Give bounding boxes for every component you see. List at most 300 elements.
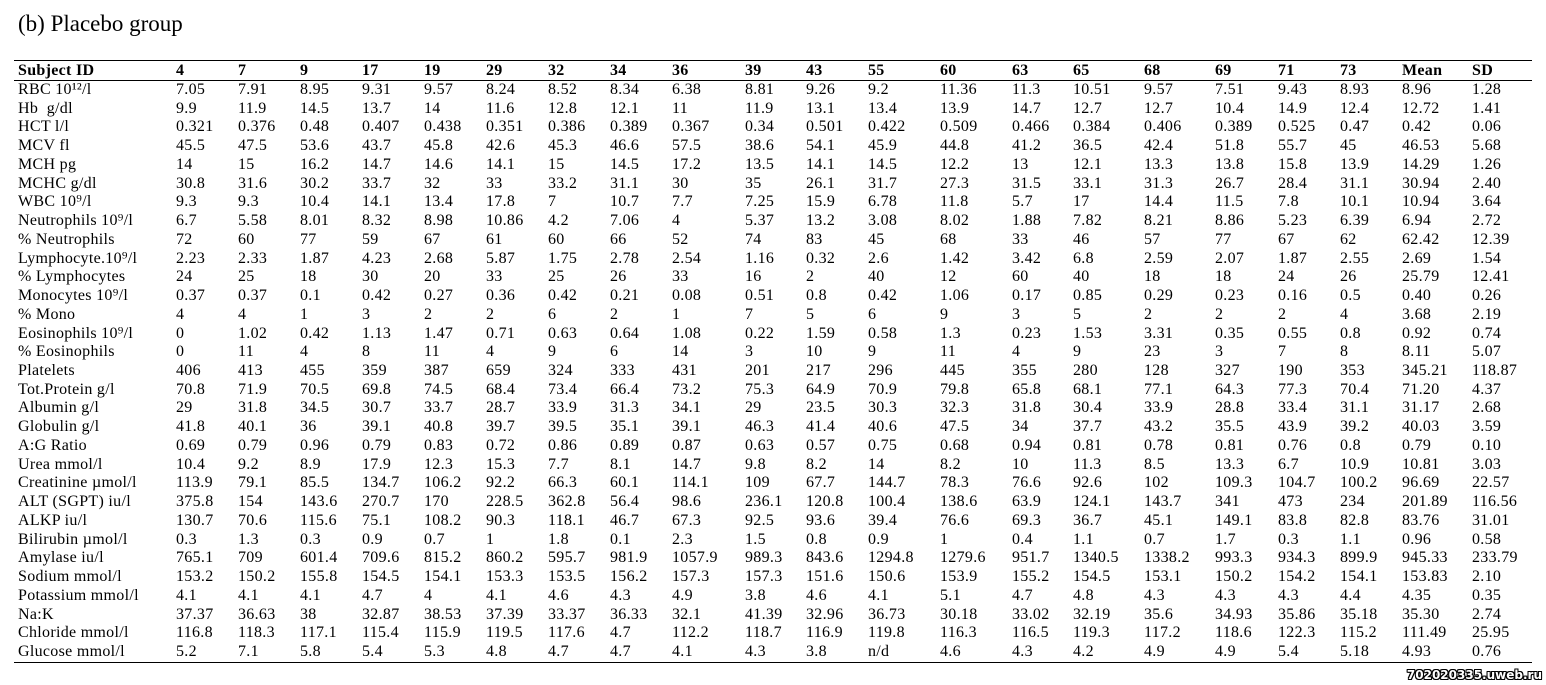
subject-value: 122.3 bbox=[1278, 624, 1316, 642]
subject-value: 11.3 bbox=[1073, 455, 1102, 473]
subject-value: 17.9 bbox=[362, 455, 392, 473]
subject-value: 375.8 bbox=[176, 493, 214, 511]
subject-value: 0.76 bbox=[1278, 436, 1308, 454]
sd-value: 5.07 bbox=[1472, 343, 1502, 361]
subject-value: 57 bbox=[1144, 230, 1161, 248]
subject-value: 51.8 bbox=[1215, 137, 1245, 155]
subject-value: 119.3 bbox=[1073, 624, 1110, 642]
subject-column-header: 9 bbox=[300, 62, 309, 79]
subject-value: 41.4 bbox=[806, 418, 836, 436]
subject-value: 217 bbox=[806, 362, 831, 380]
subject-value: 67.7 bbox=[806, 474, 836, 492]
mean-value: 8.11 bbox=[1402, 343, 1431, 361]
subject-value: 70.4 bbox=[1340, 380, 1370, 398]
subject-column-header: 36 bbox=[672, 62, 689, 79]
subject-value: 66.4 bbox=[610, 380, 640, 398]
subject-value: 77.1 bbox=[1144, 380, 1174, 398]
subject-value: 17.8 bbox=[486, 193, 516, 211]
subject-value: 30.7 bbox=[362, 399, 392, 417]
subject-value: 14.5 bbox=[610, 155, 640, 173]
row-label: Na:K bbox=[18, 605, 54, 623]
subject-value: 5.4 bbox=[362, 643, 383, 661]
subject-value: 4.1 bbox=[176, 586, 197, 604]
subject-value: 1.16 bbox=[745, 249, 775, 267]
subject-value: 10.9 bbox=[1340, 455, 1370, 473]
row-label: % Mono bbox=[18, 305, 76, 323]
subject-value: 0.389 bbox=[610, 118, 648, 136]
mean-column-header: Mean bbox=[1402, 62, 1443, 79]
subject-value: 0.89 bbox=[610, 436, 640, 454]
table-row bbox=[14, 606, 1532, 625]
subject-value: 8.2 bbox=[940, 455, 961, 473]
subject-column-header: 65 bbox=[1073, 62, 1090, 79]
subject-value: 9 bbox=[868, 343, 877, 361]
subject-value: 157.3 bbox=[745, 568, 783, 586]
mean-value: 10.81 bbox=[1402, 455, 1440, 473]
subject-value: 45.1 bbox=[1144, 511, 1174, 529]
subject-value: 64.9 bbox=[806, 380, 836, 398]
table-row bbox=[14, 268, 1532, 287]
table-row bbox=[14, 643, 1532, 662]
mean-value: 30.94 bbox=[1402, 174, 1440, 192]
subject-value: 13.9 bbox=[940, 99, 970, 117]
mean-value: 12.72 bbox=[1402, 99, 1440, 117]
subject-value: 32.96 bbox=[806, 605, 844, 623]
subject-value: 4.1 bbox=[238, 586, 259, 604]
subject-value: 8.2 bbox=[806, 455, 827, 473]
sd-value: 0.26 bbox=[1472, 287, 1502, 305]
table-body bbox=[14, 81, 1532, 662]
subject-value: 67 bbox=[1278, 230, 1295, 248]
subject-value: 36.5 bbox=[1073, 137, 1103, 155]
subject-value: 37.39 bbox=[486, 605, 524, 623]
subject-value: 100.2 bbox=[1340, 474, 1378, 492]
subject-value: 843.6 bbox=[806, 549, 844, 567]
subject-value: 0.5 bbox=[1340, 287, 1361, 305]
subject-value: 4.2 bbox=[548, 212, 569, 230]
subject-value: 29 bbox=[176, 399, 193, 417]
subject-value: 0.8 bbox=[1340, 436, 1361, 454]
subject-value: 11.36 bbox=[940, 81, 977, 98]
subject-value: 7 bbox=[1278, 343, 1287, 361]
subject-value: 31.8 bbox=[1012, 399, 1042, 417]
subject-value: 5 bbox=[1073, 305, 1082, 323]
row-label: Neutrophils 10⁹/l bbox=[18, 212, 134, 230]
subject-value: 32.3 bbox=[940, 399, 970, 417]
subject-value: 7.51 bbox=[1215, 81, 1245, 98]
subject-value: 20 bbox=[424, 268, 441, 286]
subject-value: 104.7 bbox=[1278, 474, 1316, 492]
subject-value: 120.8 bbox=[806, 493, 844, 511]
subject-column-header: 34 bbox=[610, 62, 627, 79]
placebo-group-table bbox=[14, 61, 1532, 662]
subject-value: 39.7 bbox=[486, 418, 516, 436]
table-row bbox=[14, 156, 1532, 175]
subject-value: 73.4 bbox=[548, 380, 578, 398]
subject-value: 10.4 bbox=[300, 193, 330, 211]
subject-value: 1.75 bbox=[548, 249, 578, 267]
subject-value: 31.3 bbox=[610, 399, 640, 417]
row-label: A:G Ratio bbox=[18, 436, 87, 454]
subject-value: 23.5 bbox=[806, 399, 836, 417]
subject-value: 0.58 bbox=[868, 324, 898, 342]
subject-value: 9.3 bbox=[176, 193, 197, 211]
table-row bbox=[14, 306, 1532, 325]
subject-value: 431 bbox=[672, 362, 697, 380]
subject-value: 1 bbox=[940, 530, 949, 548]
subject-value: 1.3 bbox=[940, 324, 961, 342]
subject-value: 11.9 bbox=[238, 99, 267, 117]
subject-value: 43.9 bbox=[1278, 418, 1308, 436]
subject-value: 0.7 bbox=[1144, 530, 1165, 548]
subject-value: 0 bbox=[176, 343, 185, 361]
subject-value: 0.42 bbox=[300, 324, 330, 342]
subject-value: 9 bbox=[548, 343, 557, 361]
sd-value: 0.06 bbox=[1472, 118, 1502, 136]
mean-value: 96.69 bbox=[1402, 474, 1440, 492]
subject-value: 0.7 bbox=[424, 530, 445, 548]
subject-value: 155.2 bbox=[1012, 568, 1050, 586]
subject-value: 1.88 bbox=[1012, 212, 1042, 230]
subject-value: 33.7 bbox=[424, 399, 454, 417]
table-row bbox=[14, 512, 1532, 531]
subject-value: 119.5 bbox=[486, 624, 523, 642]
subject-value: 0.3 bbox=[300, 530, 321, 548]
subject-value: 130.7 bbox=[176, 511, 214, 529]
subject-value: 30.3 bbox=[868, 399, 898, 417]
subject-value: 0.321 bbox=[176, 118, 214, 136]
subject-value: 341 bbox=[1215, 493, 1240, 511]
subject-value: 0.466 bbox=[1012, 118, 1050, 136]
subject-value: 0.389 bbox=[1215, 118, 1253, 136]
subject-value: 1.5 bbox=[745, 530, 766, 548]
subject-value: 31.1 bbox=[1340, 174, 1370, 192]
subject-value: 13.3 bbox=[1144, 155, 1174, 173]
subject-value: 74 bbox=[745, 230, 762, 248]
subject-value: 5.3 bbox=[424, 643, 445, 661]
subject-value: 12.4 bbox=[1340, 99, 1370, 117]
subject-value: 14.9 bbox=[1278, 99, 1308, 117]
subject-value: 10.51 bbox=[1073, 81, 1111, 98]
subject-value: 98.6 bbox=[672, 493, 702, 511]
subject-value: 0.3 bbox=[176, 530, 197, 548]
subject-value: 75.1 bbox=[362, 511, 392, 529]
subject-value: 40.8 bbox=[424, 418, 454, 436]
subject-value: 9.31 bbox=[362, 81, 392, 98]
subject-value: 13.5 bbox=[745, 155, 775, 173]
subject-value: 1294.8 bbox=[868, 549, 914, 567]
subject-value: 39.4 bbox=[868, 511, 898, 529]
subject-value: 154.2 bbox=[1278, 568, 1316, 586]
subject-value: 981.9 bbox=[610, 549, 648, 567]
subject-value: 7.7 bbox=[672, 193, 693, 211]
subject-value: 5.8 bbox=[300, 643, 321, 661]
subject-value: 3 bbox=[1215, 343, 1224, 361]
subject-value: 7.91 bbox=[238, 81, 268, 98]
sd-value: 4.37 bbox=[1472, 380, 1502, 398]
subject-value: 150.2 bbox=[238, 568, 276, 586]
subject-value: 4.6 bbox=[548, 586, 569, 604]
subject-value: 934.3 bbox=[1278, 549, 1316, 567]
subject-value: 52 bbox=[672, 230, 689, 248]
subject-value: 100.4 bbox=[868, 493, 906, 511]
subject-value: 0.63 bbox=[745, 436, 775, 454]
subject-value: 4.7 bbox=[362, 586, 383, 604]
subject-value: 10.1 bbox=[1340, 193, 1370, 211]
subject-value: 65.8 bbox=[1012, 380, 1042, 398]
subject-value: 38.53 bbox=[424, 605, 462, 623]
subject-value: 0.35 bbox=[1215, 324, 1245, 342]
subject-value: 201 bbox=[745, 362, 770, 380]
subject-value: 35.86 bbox=[1278, 605, 1316, 623]
subject-column-header: 29 bbox=[486, 62, 503, 79]
subject-value: 74.5 bbox=[424, 380, 454, 398]
subject-value: 13.4 bbox=[424, 193, 454, 211]
subject-value: 60 bbox=[1012, 268, 1029, 286]
subject-column-header: 7 bbox=[238, 62, 247, 79]
subject-value: 41.8 bbox=[176, 418, 206, 436]
subject-value: 60 bbox=[238, 230, 255, 248]
subject-value: 860.2 bbox=[486, 549, 524, 567]
subject-value: 33.7 bbox=[362, 174, 392, 192]
subject-value: 63.9 bbox=[1012, 493, 1042, 511]
subject-value: 4.3 bbox=[1278, 586, 1299, 604]
subject-value: 68.1 bbox=[1073, 380, 1103, 398]
subject-value: 115.6 bbox=[300, 511, 337, 529]
subject-value: 14.7 bbox=[1012, 99, 1042, 117]
subject-value: 53.6 bbox=[300, 137, 330, 155]
subject-value: 39.1 bbox=[362, 418, 392, 436]
subject-value: 77 bbox=[1215, 230, 1232, 248]
subject-value: 118.6 bbox=[1215, 624, 1252, 642]
subject-value: 12.1 bbox=[610, 99, 640, 117]
subject-value: 445 bbox=[940, 362, 965, 380]
subject-value: 18 bbox=[1144, 268, 1161, 286]
subject-value: 64.3 bbox=[1215, 380, 1245, 398]
mean-value: 71.20 bbox=[1402, 380, 1440, 398]
subject-value: 2.55 bbox=[1340, 249, 1370, 267]
subject-value: 78.3 bbox=[940, 474, 970, 492]
sd-value: 2.72 bbox=[1472, 212, 1502, 230]
subject-value: 35.6 bbox=[1144, 605, 1174, 623]
table-row bbox=[14, 343, 1532, 362]
sd-value: 233.79 bbox=[1472, 549, 1518, 567]
subject-value: 0.57 bbox=[806, 436, 836, 454]
mean-value: 14.29 bbox=[1402, 155, 1440, 173]
subject-value: 1.53 bbox=[1073, 324, 1103, 342]
table-row bbox=[14, 381, 1532, 400]
subject-value: 4.1 bbox=[300, 586, 321, 604]
subject-value: 234 bbox=[1340, 493, 1365, 511]
subject-value: 32.1 bbox=[672, 605, 702, 623]
table-row bbox=[14, 81, 1532, 100]
subject-value: 6.7 bbox=[1278, 455, 1299, 473]
subject-value: 0.8 bbox=[806, 530, 827, 548]
subject-value: 47.5 bbox=[940, 418, 970, 436]
subject-column-header: 19 bbox=[424, 62, 441, 79]
subject-value: 45.9 bbox=[868, 137, 898, 155]
subject-value: 8.93 bbox=[1340, 81, 1370, 98]
subject-value: 4.6 bbox=[806, 586, 827, 604]
subject-value: 35.18 bbox=[1340, 605, 1378, 623]
subject-value: 280 bbox=[1073, 362, 1098, 380]
subject-value: 82.8 bbox=[1340, 511, 1370, 529]
mean-value: 35.30 bbox=[1402, 605, 1440, 623]
subject-value: 0.64 bbox=[610, 324, 640, 342]
subject-value: 387 bbox=[424, 362, 449, 380]
subject-value: 31.5 bbox=[1012, 174, 1042, 192]
subject-value: 815.2 bbox=[424, 549, 462, 567]
subject-value: 0.42 bbox=[548, 287, 578, 305]
subject-value: 115.2 bbox=[1340, 624, 1377, 642]
subject-value: 8.86 bbox=[1215, 212, 1245, 230]
subject-value: 1.1 bbox=[1073, 530, 1094, 548]
sd-value: 2.40 bbox=[1472, 174, 1502, 192]
subject-value: 0.68 bbox=[940, 436, 970, 454]
subject-value: 1 bbox=[672, 305, 681, 323]
row-label: MCV fl bbox=[18, 137, 70, 155]
subject-value: 156.2 bbox=[610, 568, 648, 586]
subject-value: 37.37 bbox=[176, 605, 214, 623]
subject-value: 324 bbox=[548, 362, 573, 380]
subject-value: 60 bbox=[548, 230, 565, 248]
subject-value: 154 bbox=[238, 493, 263, 511]
subject-value: 0.509 bbox=[940, 118, 978, 136]
subject-value: 2 bbox=[1144, 305, 1153, 323]
subject-value: 83.8 bbox=[1278, 511, 1308, 529]
subject-value: 33.2 bbox=[548, 174, 578, 192]
row-label: ALKP iu/l bbox=[18, 511, 88, 529]
subject-value: 40.1 bbox=[238, 418, 268, 436]
subject-value: 4 bbox=[1340, 305, 1349, 323]
subject-value: 4.1 bbox=[486, 586, 507, 604]
subject-value: 90.3 bbox=[486, 511, 516, 529]
subject-value: 33.9 bbox=[548, 399, 578, 417]
row-label: Glucose mmol/l bbox=[18, 643, 125, 661]
subject-value: 76.6 bbox=[940, 511, 970, 529]
mean-value: 0.96 bbox=[1402, 530, 1432, 548]
subject-value: 2.33 bbox=[238, 249, 268, 267]
subject-value: 102 bbox=[1144, 474, 1169, 492]
subject-value: 56.4 bbox=[610, 493, 640, 511]
subject-value: 24 bbox=[176, 268, 193, 286]
subject-value: 143.7 bbox=[1144, 493, 1182, 511]
subject-value: 157.3 bbox=[672, 568, 710, 586]
subject-value: 8.81 bbox=[745, 81, 775, 98]
subject-value: 3.8 bbox=[806, 643, 827, 661]
subject-value: 1338.2 bbox=[1144, 549, 1190, 567]
subject-value: 124.1 bbox=[1073, 493, 1111, 511]
subject-value: 8.1 bbox=[610, 455, 631, 473]
subject-value: 4.8 bbox=[486, 643, 507, 661]
mean-value: 8.96 bbox=[1402, 81, 1432, 98]
subject-value: 0.55 bbox=[1278, 324, 1308, 342]
subject-value: 10 bbox=[806, 343, 823, 361]
subject-value: 30.18 bbox=[940, 605, 978, 623]
subject-value: 115.9 bbox=[424, 624, 461, 642]
subject-value: 60.1 bbox=[610, 474, 640, 492]
subject-value: 34.5 bbox=[300, 399, 330, 417]
row-label: WBC 10⁹/l bbox=[18, 193, 92, 211]
subject-value: 44.8 bbox=[940, 137, 970, 155]
subject-value: 70.9 bbox=[868, 380, 898, 398]
subject-value: 709 bbox=[238, 549, 263, 567]
row-label: MCH pg bbox=[18, 155, 77, 173]
subject-value: 10.7 bbox=[610, 193, 640, 211]
subject-value: 4 bbox=[424, 586, 433, 604]
subject-value: 153.5 bbox=[548, 568, 586, 586]
subject-column-header: 68 bbox=[1144, 62, 1161, 79]
subject-value: 31.6 bbox=[238, 174, 268, 192]
subject-value: 153.3 bbox=[486, 568, 524, 586]
mean-value: 201.89 bbox=[1402, 493, 1448, 511]
row-label: Tot.Protein g/l bbox=[18, 380, 115, 398]
subject-value: 7.25 bbox=[745, 193, 775, 211]
subject-value: 7.05 bbox=[176, 81, 206, 98]
row-label: Amylase iu/l bbox=[18, 549, 104, 567]
subject-value: 0.08 bbox=[672, 287, 702, 305]
subject-value: 455 bbox=[300, 362, 325, 380]
table-row bbox=[14, 325, 1532, 344]
subject-value: 33.02 bbox=[1012, 605, 1050, 623]
subject-value: 85.5 bbox=[300, 474, 330, 492]
subject-value: 2.59 bbox=[1144, 249, 1174, 267]
subject-value: 13.2 bbox=[806, 212, 836, 230]
subject-value: 4 bbox=[486, 343, 495, 361]
subject-value: 0.422 bbox=[868, 118, 906, 136]
table-row bbox=[14, 399, 1532, 418]
subject-value: 2 bbox=[1215, 305, 1224, 323]
mean-value: 46.53 bbox=[1402, 137, 1440, 155]
subject-value: 37.7 bbox=[1073, 418, 1103, 436]
subject-value: 38 bbox=[300, 605, 317, 623]
subject-value: 27.3 bbox=[940, 174, 970, 192]
subject-value: 93.6 bbox=[806, 511, 836, 529]
subject-value: 9.2 bbox=[868, 81, 889, 98]
subject-value: 34.93 bbox=[1215, 605, 1253, 623]
subject-value: n/d bbox=[868, 643, 890, 661]
table-row bbox=[14, 287, 1532, 306]
subject-value: 8.98 bbox=[424, 212, 454, 230]
subject-value: 327 bbox=[1215, 362, 1240, 380]
table-row bbox=[14, 137, 1532, 156]
subject-value: 0.37 bbox=[238, 287, 268, 305]
subject-value: 4.23 bbox=[362, 249, 392, 267]
subject-value: 2 bbox=[486, 305, 495, 323]
subject-value: 14.1 bbox=[806, 155, 836, 173]
subject-value: 12.7 bbox=[1144, 99, 1174, 117]
subject-value: 4.3 bbox=[1012, 643, 1033, 661]
subject-value: 9.8 bbox=[745, 455, 766, 473]
subject-column-header: 39 bbox=[745, 62, 762, 79]
row-label: Chloride mmol/l bbox=[18, 624, 129, 642]
subject-value: 79.8 bbox=[940, 380, 970, 398]
subject-value: 109 bbox=[745, 474, 770, 492]
subject-value: 26.7 bbox=[1215, 174, 1245, 192]
table-row bbox=[14, 418, 1532, 437]
subject-value: 39.5 bbox=[548, 418, 578, 436]
subject-value: 236.1 bbox=[745, 493, 783, 511]
subject-value: 10 bbox=[1012, 455, 1029, 473]
subject-value: 150.2 bbox=[1215, 568, 1253, 586]
mean-value: 0.40 bbox=[1402, 287, 1432, 305]
subject-value: 43.2 bbox=[1144, 418, 1174, 436]
subject-value: 1057.9 bbox=[672, 549, 718, 567]
sd-value: 116.56 bbox=[1472, 493, 1518, 511]
sd-value: 22.57 bbox=[1472, 474, 1510, 492]
subject-value: 8.52 bbox=[548, 81, 578, 98]
subject-value: 33.37 bbox=[548, 605, 586, 623]
